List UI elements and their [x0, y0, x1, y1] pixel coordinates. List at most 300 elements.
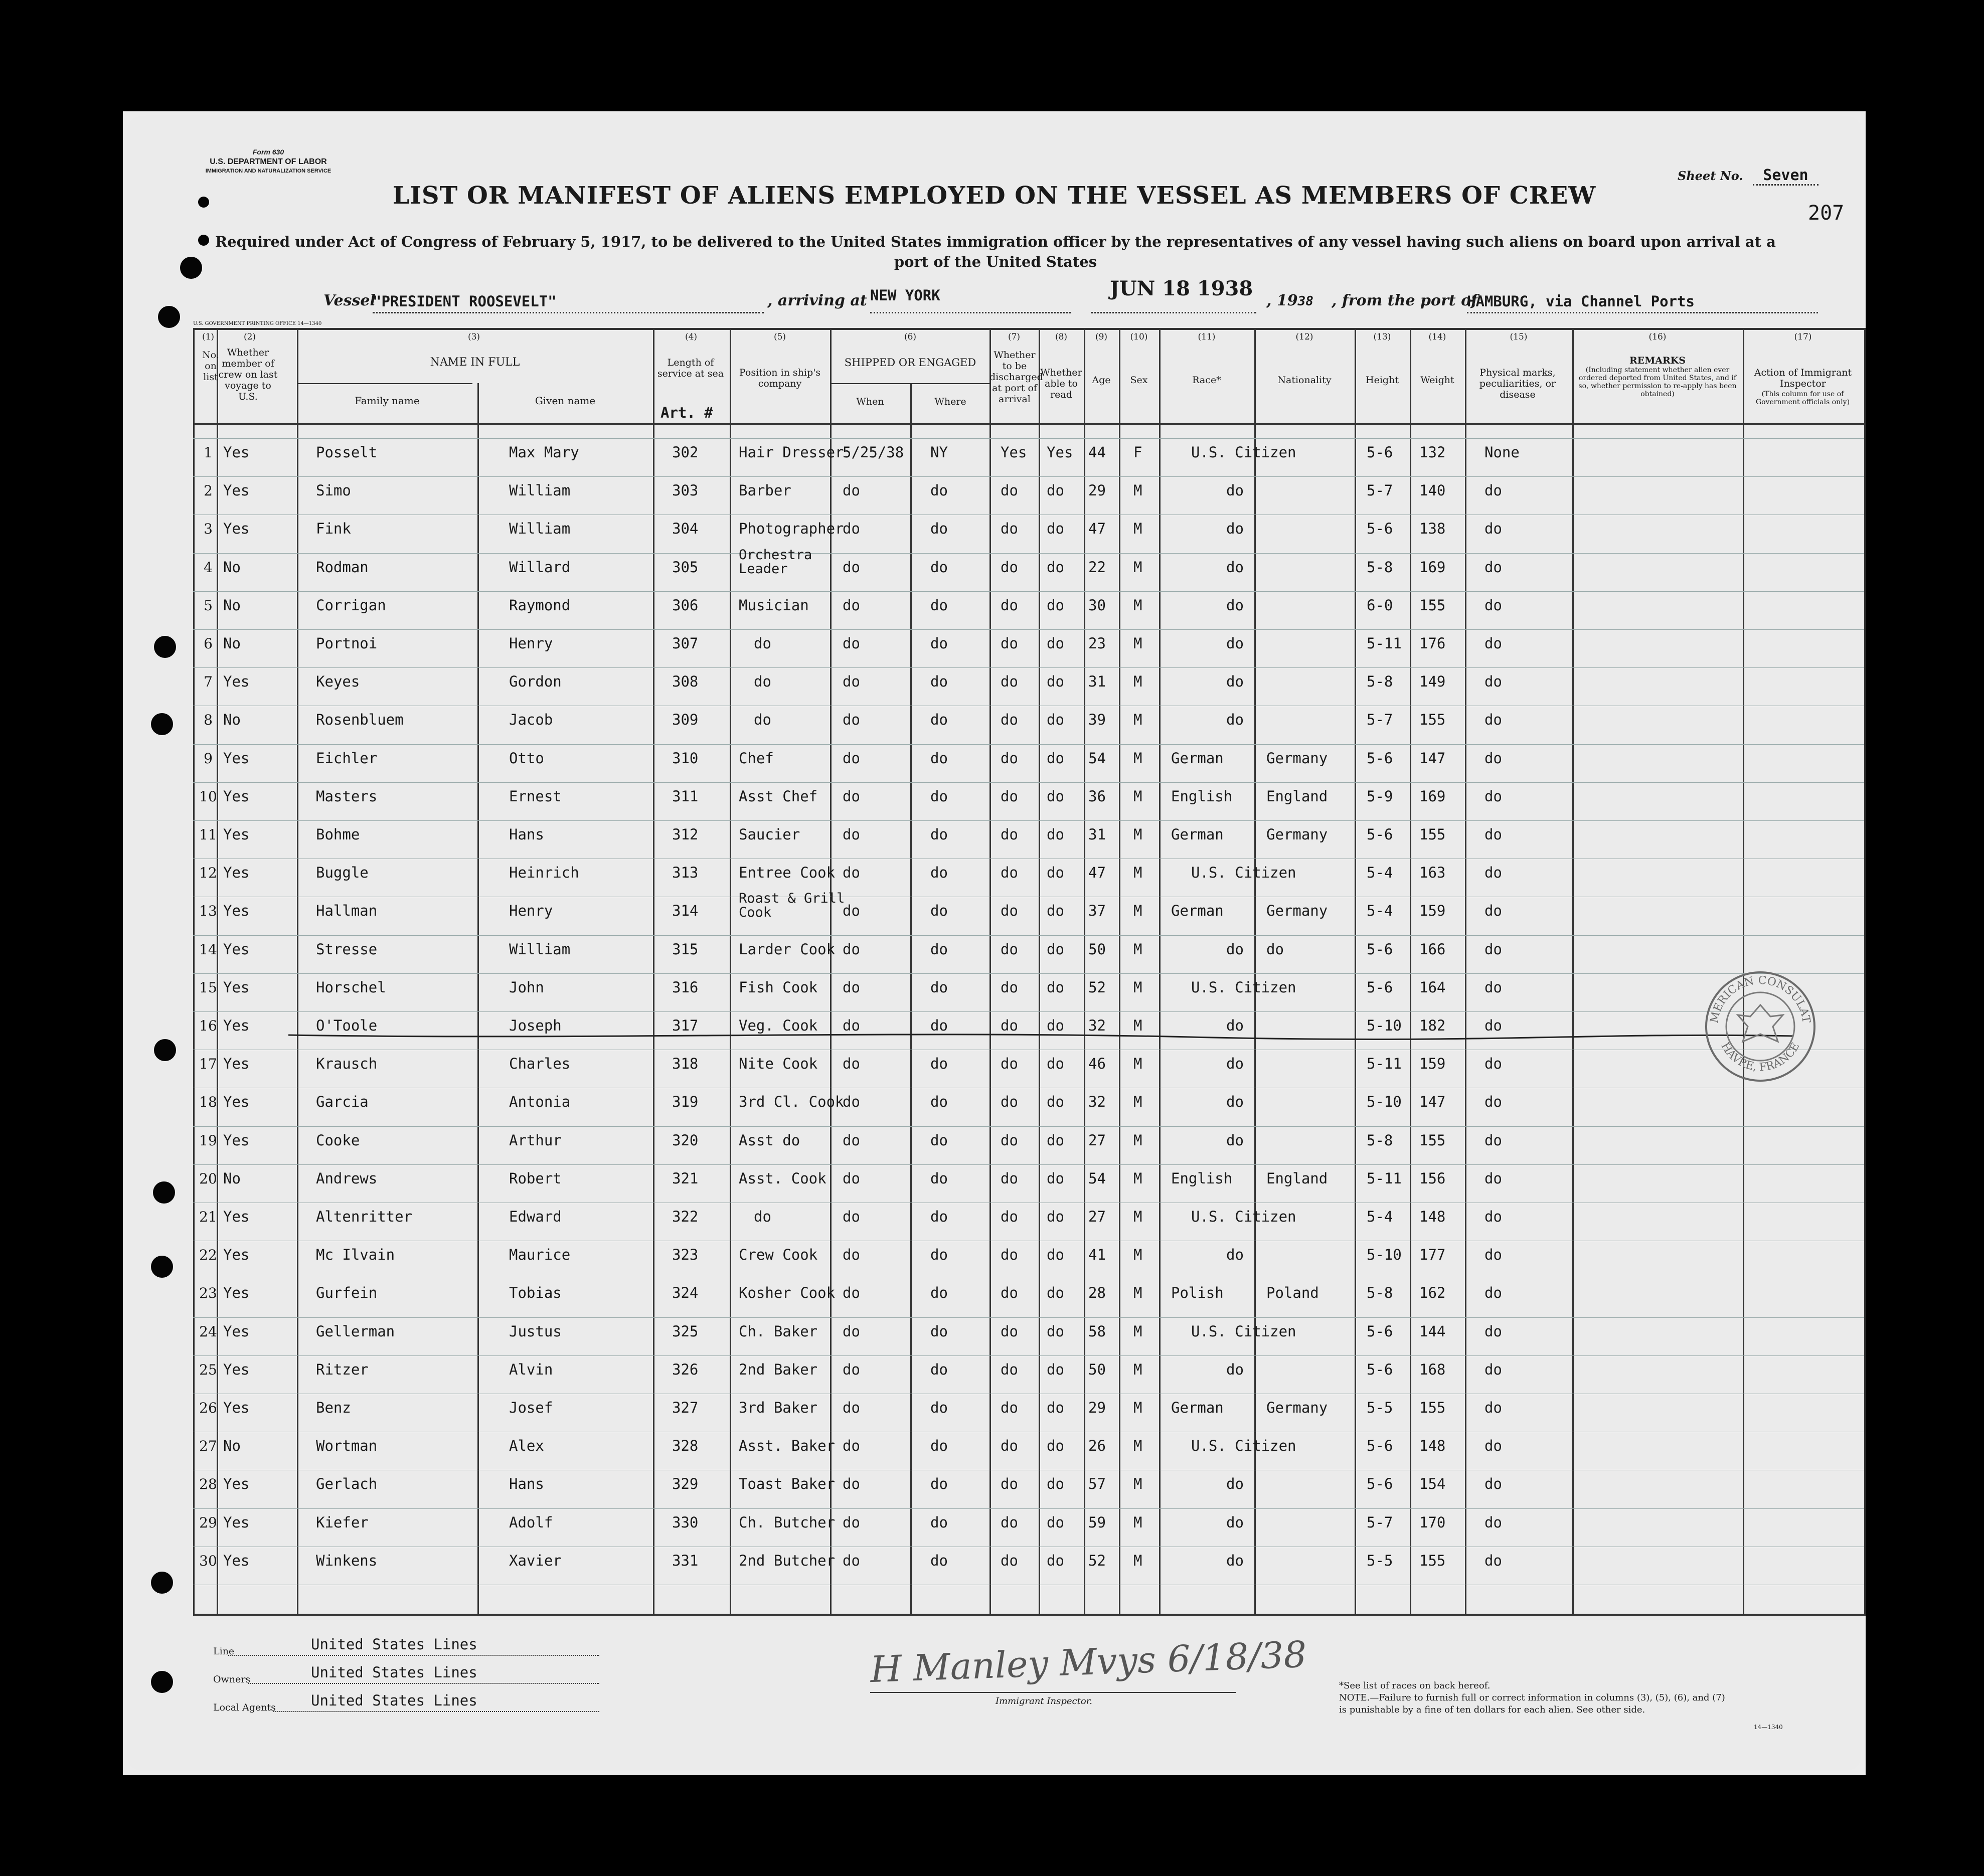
agents-value: United States Lines [311, 1692, 477, 1709]
cell-shipped-when: do [843, 978, 860, 996]
cell-age: 37 [1088, 902, 1106, 920]
column-divider [1355, 328, 1356, 1614]
year-label: , 1938 [1266, 292, 1313, 309]
cell-weight: 162 [1419, 1284, 1446, 1302]
cell-race: U.S. Citizen [1191, 978, 1296, 996]
cell-able-to-read: do [1047, 482, 1064, 499]
cell-row-number: 3 [204, 521, 213, 538]
cell-shipped-where: do [930, 1169, 948, 1187]
cell-position: 3rd Cl. Cook [739, 1093, 844, 1111]
cell-given-name: John [509, 978, 544, 996]
cell-row-number: 15 [199, 979, 217, 996]
cell-height: 5-4 [1367, 864, 1393, 882]
cell-nationality: Germany [1266, 1399, 1328, 1416]
cell-age: 36 [1088, 787, 1106, 805]
cell-art-number: 315 [672, 940, 699, 958]
col-header-remarks-sub: (Including statement whether alien ever ordered deported from United States, and if so, whether permission to re-apply has been obtained) [1578, 366, 1737, 398]
row-rule [193, 591, 1864, 592]
note-races: *See list of races on back hereof. [1339, 1680, 1491, 1691]
cell-member-last-voyage: Yes [223, 1055, 250, 1073]
cell-sex: F [1133, 444, 1142, 461]
cell-family-name: Winkens [316, 1552, 378, 1569]
cell-art-number: 313 [672, 864, 699, 882]
column-divider [477, 383, 479, 1614]
cell-able-to-read: do [1047, 673, 1064, 691]
cell-art-number: 303 [672, 482, 699, 499]
binder-hole [158, 306, 180, 328]
column-divider [1119, 328, 1120, 1614]
cell-art-number: 324 [672, 1284, 699, 1302]
cell-given-name: Alvin [509, 1360, 553, 1378]
cell-sex: M [1133, 596, 1142, 614]
from-port-dotline [1467, 312, 1818, 313]
cell-discharged: Yes [1001, 444, 1027, 461]
row-rule [193, 1355, 1864, 1356]
cell-position: Barber [739, 482, 791, 499]
cell-shipped-when: do [843, 1131, 860, 1149]
column-number: (17) [1794, 332, 1812, 342]
from-port-value: HAMBURG, via Channel Ports [1467, 293, 1695, 310]
cell-discharged: do [1001, 749, 1018, 767]
cell-sex: M [1133, 711, 1142, 729]
cell-able-to-read: do [1047, 940, 1064, 958]
cell-age: 27 [1088, 1131, 1106, 1149]
cell-given-name: Max Mary [509, 444, 579, 461]
cell-position: do [754, 673, 771, 691]
cell-age: 29 [1088, 482, 1106, 499]
table-bottom-border [193, 1614, 1866, 1616]
consulate-stamp [1703, 969, 1818, 1084]
table-top-border [193, 328, 1866, 330]
column-number: (1) [202, 332, 215, 342]
cell-sex: M [1133, 1169, 1142, 1187]
column-number: (4) [685, 332, 698, 342]
cell-family-name: Gerlach [316, 1475, 378, 1493]
column-divider [1410, 328, 1411, 1614]
cell-shipped-when: do [843, 1322, 860, 1340]
cell-art-number: 302 [672, 444, 699, 461]
col-header-no: No. on list [202, 350, 219, 383]
cell-shipped-when: do [843, 520, 860, 538]
cell-given-name: Heinrich [509, 864, 579, 882]
cell-able-to-read: do [1047, 1131, 1064, 1149]
cell-member-last-voyage: No [223, 1169, 241, 1187]
cell-position: Hair Dresser [739, 444, 844, 461]
cell-member-last-voyage: Yes [223, 787, 250, 805]
cell-shipped-where: do [930, 1513, 948, 1531]
cell-art-number: 320 [672, 1131, 699, 1149]
col-header-when: When [856, 396, 884, 407]
cell-family-name: Fink [316, 520, 351, 538]
cell-age: 52 [1088, 978, 1106, 996]
cell-member-last-voyage: Yes [223, 1475, 250, 1493]
cell-member-last-voyage: Yes [223, 444, 250, 461]
owners-dotline [248, 1683, 599, 1684]
cell-weight: 155 [1419, 1131, 1446, 1149]
svg-text:HAVRE, FRANCE [1718, 1041, 1802, 1074]
cell-art-number: 319 [672, 1093, 699, 1111]
cell-given-name: William [509, 940, 571, 958]
cell-art-number: 327 [672, 1399, 699, 1416]
cell-family-name: Gurfein [316, 1284, 378, 1302]
cell-art-number: 321 [672, 1169, 699, 1187]
cell-art-number: 318 [672, 1055, 699, 1073]
row-rule [193, 973, 1864, 974]
cell-nationality: Germany [1266, 826, 1328, 843]
binder-hole [154, 1039, 176, 1061]
cell-member-last-voyage: Yes [223, 1017, 250, 1034]
cell-height: 5-4 [1367, 1208, 1393, 1225]
column-number: (3) [467, 332, 480, 342]
column-number: (9) [1095, 332, 1108, 342]
cell-position: Kosher Cook [739, 1284, 836, 1302]
vessel-label: Vessel [323, 292, 376, 309]
cell-physical-marks: do [1484, 673, 1502, 691]
cell-age: 22 [1088, 558, 1106, 576]
cell-member-last-voyage: Yes [223, 1513, 250, 1531]
cell-able-to-read: do [1047, 826, 1064, 843]
cell-weight: 138 [1419, 520, 1446, 538]
cell-race: do [1226, 1246, 1244, 1264]
cell-art-number: 309 [672, 711, 699, 729]
cell-art-number: 308 [672, 673, 699, 691]
cell-position: 2nd Baker [739, 1360, 818, 1378]
cell-discharged: do [1001, 787, 1018, 805]
cell-sex: M [1133, 826, 1142, 843]
cell-row-number: 30 [199, 1552, 217, 1569]
cell-shipped-when: 5/25/38 [843, 444, 904, 461]
cell-weight: 182 [1419, 1017, 1446, 1034]
agents-label: Local Agents [213, 1702, 276, 1713]
cell-position: Saucier [739, 826, 800, 843]
cell-age: 54 [1088, 749, 1106, 767]
cell-shipped-where: do [930, 978, 948, 996]
col-header-discharged: Whether to be discharged at port of arrival [989, 350, 1043, 405]
cell-physical-marks: do [1484, 1399, 1502, 1416]
cell-age: 28 [1088, 1284, 1106, 1302]
cell-physical-marks: do [1484, 978, 1502, 996]
cell-age: 47 [1088, 520, 1106, 538]
agents-dotline [273, 1711, 599, 1712]
cell-able-to-read: do [1047, 864, 1064, 882]
cell-shipped-where: do [930, 1017, 948, 1034]
cell-position: Toast Baker [739, 1475, 836, 1493]
year-prefix: 19 [1276, 292, 1298, 309]
cell-row-number: 8 [204, 712, 213, 729]
cell-row-number: 1 [204, 444, 213, 461]
cell-sex: M [1133, 749, 1142, 767]
column-number: (7) [1008, 332, 1021, 342]
cell-row-number: 9 [204, 750, 213, 767]
cell-height: 5-10 [1367, 1017, 1402, 1034]
cell-member-last-voyage: Yes [223, 826, 250, 843]
cell-discharged: do [1001, 1322, 1018, 1340]
cell-shipped-where: do [930, 1284, 948, 1302]
cell-shipped-when: do [843, 1284, 860, 1302]
cell-weight: 170 [1419, 1513, 1446, 1531]
cell-race: do [1226, 1093, 1244, 1111]
cell-weight: 156 [1419, 1169, 1446, 1187]
cell-physical-marks: do [1484, 826, 1502, 843]
cell-family-name: Gellerman [316, 1322, 395, 1340]
cell-race: do [1226, 673, 1244, 691]
vessel-value: "PRESIDENT ROOSEVELT" [373, 293, 557, 310]
service-name: IMMIGRATION AND NATURALIZATION SERVICE [205, 168, 332, 174]
cell-art-number: 310 [672, 749, 699, 767]
cell-weight: 155 [1419, 596, 1446, 614]
cell-physical-marks: do [1484, 520, 1502, 538]
col-header-given: Given name [535, 395, 596, 407]
cell-nationality: Germany [1266, 902, 1328, 920]
cell-family-name: Horschel [316, 978, 386, 996]
cell-weight: 148 [1419, 1208, 1446, 1225]
cell-physical-marks: do [1484, 1017, 1502, 1034]
column-divider [1159, 328, 1161, 1614]
cell-discharged: do [1001, 902, 1018, 920]
department-name: U.S. DEPARTMENT OF LABOR [210, 157, 327, 166]
cell-weight: 159 [1419, 1055, 1446, 1073]
binder-hole [154, 636, 176, 658]
cell-physical-marks: do [1484, 596, 1502, 614]
cell-race: English [1171, 787, 1233, 805]
cell-discharged: do [1001, 482, 1018, 499]
binder-hole [151, 1671, 173, 1693]
cell-nationality: England [1266, 787, 1328, 805]
cell-height: 5-9 [1367, 787, 1393, 805]
cell-member-last-voyage: Yes [223, 1093, 250, 1111]
inspector-signature: H Manley Mvys 6/18/38 [869, 1633, 1307, 1691]
cell-sex: M [1133, 1399, 1142, 1416]
cell-discharged: do [1001, 711, 1018, 729]
cell-member-last-voyage: Yes [223, 940, 250, 958]
binder-hole [151, 713, 173, 735]
cell-able-to-read: do [1047, 1055, 1064, 1073]
cell-height: 5-8 [1367, 558, 1393, 576]
cell-position: Ch. Butcher [739, 1513, 836, 1531]
cell-art-number: 330 [672, 1513, 699, 1531]
cell-member-last-voyage: Yes [223, 1284, 250, 1302]
cell-shipped-when: do [843, 787, 860, 805]
cell-sex: M [1133, 1552, 1142, 1569]
cell-race: do [1226, 1131, 1244, 1149]
vessel-dotline [373, 312, 764, 313]
cell-row-number: 19 [199, 1132, 217, 1149]
form-number: Form 630 [252, 148, 284, 156]
cell-discharged: do [1001, 1475, 1018, 1493]
cell-physical-marks: do [1484, 1513, 1502, 1531]
cell-position: Ch. Baker [739, 1322, 818, 1340]
date-dotline [1091, 312, 1256, 313]
cell-discharged: do [1001, 1093, 1018, 1111]
cell-discharged: do [1001, 864, 1018, 882]
cell-given-name: Tobias [509, 1284, 562, 1302]
cell-row-number: 4 [204, 559, 213, 576]
cell-family-name: Garcia [316, 1093, 369, 1111]
cell-discharged: do [1001, 520, 1018, 538]
cell-race: do [1226, 711, 1244, 729]
cell-member-last-voyage: Yes [223, 1399, 250, 1416]
cell-row-number: 17 [199, 1056, 217, 1073]
cell-able-to-read: do [1047, 635, 1064, 652]
col-header-age: Age [1092, 375, 1111, 386]
cell-age: 44 [1088, 444, 1106, 461]
cell-able-to-read: do [1047, 1246, 1064, 1264]
cell-sex: M [1133, 1055, 1142, 1073]
cell-sex: M [1133, 1246, 1142, 1264]
cell-physical-marks: do [1484, 940, 1502, 958]
cell-physical-marks: do [1484, 1131, 1502, 1149]
cell-family-name: Andrews [316, 1169, 378, 1187]
cell-position: Roast & Grill Cook [739, 891, 845, 921]
column-divider [1572, 328, 1574, 1614]
row-rule [193, 476, 1864, 477]
cell-weight: 166 [1419, 940, 1446, 958]
cell-age: 31 [1088, 826, 1106, 843]
cell-shipped-where: do [930, 1399, 948, 1416]
svg-text:AMERICAN CONSULATE [1703, 969, 1812, 1024]
row-rule [193, 1011, 1864, 1012]
cell-discharged: do [1001, 1017, 1018, 1034]
cell-given-name: Josef [509, 1399, 553, 1416]
cell-member-last-voyage: No [223, 1437, 241, 1455]
cell-shipped-when: do [843, 1208, 860, 1225]
cell-art-number: 314 [672, 902, 699, 920]
cell-position: Entree Cook [739, 864, 836, 882]
column-divider [297, 328, 298, 1614]
form-header [193, 147, 344, 176]
cell-sex: M [1133, 1513, 1142, 1531]
cell-family-name: Rodman [316, 558, 369, 576]
column-number: (8) [1055, 332, 1068, 342]
cell-row-number: 23 [199, 1285, 217, 1302]
cell-race: U.S. Citizen [1191, 1437, 1296, 1455]
cell-row-number: 22 [199, 1247, 217, 1264]
cell-given-name: Hans [509, 1475, 544, 1493]
cell-given-name: Xavier [509, 1552, 562, 1569]
cell-race: do [1226, 520, 1244, 538]
cell-discharged: do [1001, 1437, 1018, 1455]
col-header-length: Length of service at sea [657, 357, 724, 379]
cell-height: 5-7 [1367, 482, 1393, 499]
cell-weight: 155 [1419, 1399, 1446, 1416]
cell-position: Musician [739, 596, 809, 614]
column-number: (12) [1295, 332, 1313, 342]
cell-member-last-voyage: Yes [223, 482, 250, 499]
cell-race: U.S. Citizen [1191, 444, 1296, 461]
cell-sex: M [1133, 902, 1142, 920]
cell-race: do [1226, 1055, 1244, 1073]
col-header-remarks: REMARKS [1629, 355, 1686, 366]
binder-hole [151, 1256, 173, 1278]
cell-discharged: do [1001, 1360, 1018, 1378]
cell-able-to-read: Yes [1047, 444, 1073, 461]
cell-height: 5-6 [1367, 1322, 1393, 1340]
cell-weight: 148 [1419, 1437, 1446, 1455]
cell-race: German [1171, 749, 1224, 767]
row-rule [193, 629, 1864, 630]
cell-family-name: Hallman [316, 902, 378, 920]
cell-row-number: 25 [199, 1361, 217, 1378]
cell-position: Nite Cook [739, 1055, 818, 1073]
cell-sex: M [1133, 1208, 1142, 1225]
cell-row-number: 12 [199, 865, 217, 882]
cell-height: 5-11 [1367, 1169, 1402, 1187]
subtitle-line-2: port of the United States [894, 253, 1097, 270]
col-header-action-sub: (This column for use of Government officials only) [1755, 390, 1850, 406]
cell-able-to-read: do [1047, 1093, 1064, 1111]
cell-art-number: 329 [672, 1475, 699, 1493]
cell-art-number: 312 [672, 826, 699, 843]
column-number: (15) [1510, 332, 1528, 342]
cell-shipped-where: NY [930, 444, 948, 461]
cell-member-last-voyage: Yes [223, 1322, 250, 1340]
cell-member-last-voyage: Yes [223, 864, 250, 882]
cell-row-number: 21 [199, 1209, 217, 1225]
cell-given-name: William [509, 520, 571, 538]
year-value: 38 [1297, 294, 1313, 309]
printing-office: U.S. GOVERNMENT PRINTING OFFICE 14—1340 [193, 321, 322, 326]
cell-height: 5-5 [1367, 1399, 1393, 1416]
cell-row-number: 18 [199, 1094, 217, 1111]
cell-given-name: Charles [509, 1055, 571, 1073]
row-rule [193, 438, 1864, 439]
cell-physical-marks: do [1484, 558, 1502, 576]
cell-row-number: 27 [199, 1438, 217, 1455]
cell-height: 5-4 [1367, 902, 1393, 920]
cell-sex: M [1133, 1437, 1142, 1455]
cell-height: 5-7 [1367, 711, 1393, 729]
cell-age: 41 [1088, 1246, 1106, 1264]
cell-given-name: Joseph [509, 1017, 562, 1034]
cell-shipped-when: do [843, 940, 860, 958]
cell-height: 5-10 [1367, 1093, 1402, 1111]
col-header-race: Race* [1192, 375, 1221, 386]
cell-given-name: Arthur [509, 1131, 562, 1149]
cell-physical-marks: do [1484, 1169, 1502, 1187]
cell-shipped-where: do [930, 1475, 948, 1493]
cell-given-name: Edward [509, 1208, 562, 1225]
cell-art-number: 326 [672, 1360, 699, 1378]
cell-weight: 140 [1419, 482, 1446, 499]
column-number: (11) [1198, 332, 1216, 342]
column-number: (5) [773, 332, 786, 342]
col-header-shipped: SHIPPED OR ENGAGED [844, 357, 976, 369]
cell-weight: 155 [1419, 1552, 1446, 1569]
cell-position: Crew Cook [739, 1246, 818, 1264]
cell-position: 2nd Butcher [739, 1552, 836, 1569]
cell-discharged: do [1001, 635, 1018, 652]
cell-weight: 154 [1419, 1475, 1446, 1493]
cell-shipped-when: do [843, 673, 860, 691]
cell-position: do [754, 711, 771, 729]
cell-shipped-when: do [843, 1093, 860, 1111]
cell-row-number: 16 [199, 1017, 217, 1034]
cell-discharged: do [1001, 1055, 1018, 1073]
cell-able-to-read: do [1047, 902, 1064, 920]
cell-art-number: 317 [672, 1017, 699, 1034]
cell-physical-marks: do [1484, 1284, 1502, 1302]
cell-family-name: Simo [316, 482, 351, 499]
cell-discharged: do [1001, 1246, 1018, 1264]
cell-shipped-where: do [930, 558, 948, 576]
cell-position: Larder Cook [739, 940, 836, 958]
cell-shipped-when: do [843, 1360, 860, 1378]
column-number: (13) [1373, 332, 1391, 342]
cell-row-number: 2 [204, 482, 213, 499]
column-divider [1039, 328, 1040, 1614]
cell-shipped-where: do [930, 1246, 948, 1264]
cell-discharged: do [1001, 1284, 1018, 1302]
